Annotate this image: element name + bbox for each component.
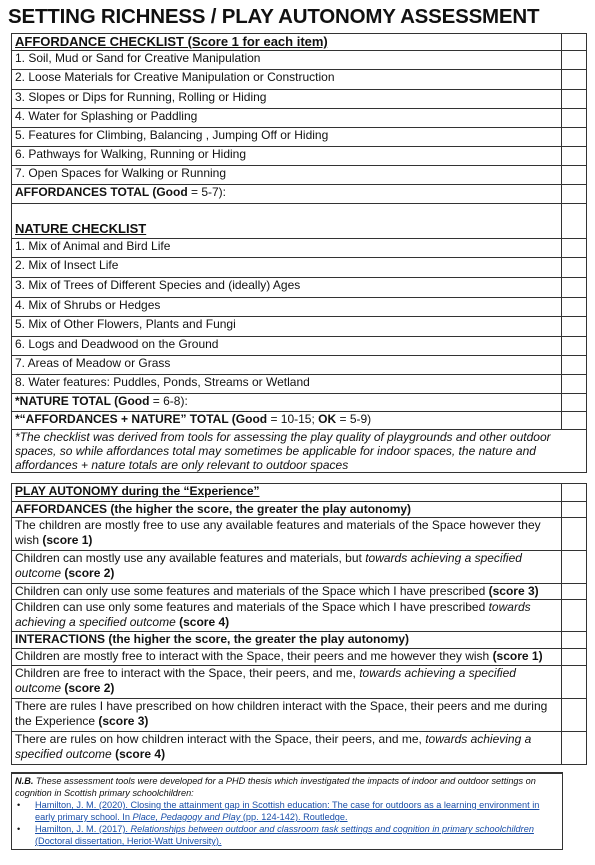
nature-item: 8. Water features: Puddles, Ponds, Streams or Wetland [12,375,562,394]
score-cell[interactable] [562,70,587,90]
affordance-item: 7. Open Spaces for Walking or Running [12,166,562,185]
autonomy-option: Children can mostly use any available features and materials, but towards achieving a specified outcome (score 2) [12,551,562,584]
page-title: SETTING RICHNESS / PLAY AUTONOMY ASSESSMENT [8,5,540,28]
affordance-heading: AFFORDANCE CHECKLIST (Score 1 for each item) [12,34,562,51]
score-cell[interactable] [562,551,587,584]
nature-item: 2. Mix of Insect Life [12,258,562,278]
reference-link[interactable]: Hamilton, J. M. (2017). Relationships between outdoor and classroom task settings and cognition in primary schoolchildren (Doctoral dissertation, Heriot-Watt University). [35,824,534,846]
affordance-nature-table [11,33,587,473]
score-cell[interactable] [562,51,587,70]
interaction-option: Children are free to interact with the Space, their peers, and me, towards achieving a specified outcome (score 2) [12,666,562,699]
checklist-note: *The checklist was derived from tools for assessing the play quality of playgrounds and other outdoor spaces, so while affordances total may sometimes be applicable for indoor spaces, the nature and affordances + nature totals are only relevant to outdoor spaces [12,430,587,473]
affordance-item: 2. Loose Materials for Creative Manipulation or Construction [12,70,562,90]
score-cell[interactable] [562,649,587,666]
score-cell[interactable] [562,518,587,551]
nb-note: N.B. These assessment tools were developed for a PHD thesis which investigated the impacts of indoor and outdoor settings on cognition in Scottish primary schoolchildren: [15,776,536,798]
score-cell[interactable] [562,239,587,258]
reference-item [25,799,559,823]
score-cell[interactable] [562,298,587,317]
score-cell[interactable] [562,375,587,394]
autonomy-option: Children can only use some features and materials of the Space which I have prescribed (score 3) [12,584,562,600]
score-cell[interactable] [562,666,587,699]
score-cell[interactable] [562,128,587,147]
score-cell[interactable] [562,699,587,732]
nature-total-label: *NATURE TOTAL (Good = 6-8): [12,394,562,412]
score-cell[interactable] [562,337,587,356]
autonomy-option: The children are mostly free to use any available features and materials of the Space however they wish (score 1) [12,518,562,551]
affordance-item: 1. Soil, Mud or Sand for Creative Manipulation [12,51,562,70]
nature-item: 1. Mix of Animal and Bird Life [12,239,562,258]
references-note [11,772,563,850]
score-cell[interactable] [562,258,587,278]
reference-list [15,799,559,847]
score-cell[interactable] [562,90,587,109]
autonomy-option: Children can use only some features and materials of the Space which I have prescribed towards achieving a specified outcome (score 4) [12,600,562,632]
score-cell[interactable] [562,109,587,128]
reference-link[interactable]: Hamilton, J. M. (2020). Closing the attainment gap in Scottish education: The case for outdoors as a learning environment in early primary school. In Place, Pedagogy and Play (pp. 124-142). Routledge. [35,800,540,822]
affordances-autonomy-heading: AFFORDANCES (the higher the score, the greater the play autonomy) [12,502,562,518]
nature-item: 7. Areas of Meadow or Grass [12,356,562,375]
affordance-heading-score-cell [562,34,587,51]
interaction-option: There are rules I have prescribed on how children interact with the Space, their peers and me during the Experience (score 3) [12,699,562,732]
score-cell[interactable] [562,278,587,298]
score-cell[interactable] [562,147,587,166]
nature-total-cell[interactable] [562,394,587,412]
score-cell[interactable] [562,584,587,600]
affordances-total-cell[interactable] [562,185,587,204]
score-cell[interactable] [562,166,587,185]
spacer [12,204,562,221]
interactions-autonomy-heading: INTERACTIONS (the higher the score, the greater the play autonomy) [12,632,562,649]
interaction-option: Children are mostly free to interact with the Space, their peers and me however they wish (score 1) [12,649,562,666]
nature-item: 3. Mix of Trees of Different Species and (ideally) Ages [12,278,562,298]
affordance-item: 3. Slopes or Dips for Running, Rolling or Hiding [12,90,562,109]
play-autonomy-heading: PLAY AUTONOMY during the “Experience” [12,484,562,502]
reference-item [25,823,559,847]
combined-total-label: *“AFFORDANCES + NATURE” TOTAL (Good = 10-15; OK = 5-9) [12,412,562,430]
affordance-item: 4. Water for Splashing or Paddling [12,109,562,128]
nature-heading: NATURE CHECKLIST [12,221,562,239]
score-cell[interactable] [562,317,587,337]
play-autonomy-table [11,483,587,765]
nature-item: 5. Mix of Other Flowers, Plants and Fungi [12,317,562,337]
interaction-option: There are rules on how children interact with the Space, their peers, and me, towards achieving a specified outcome (score 4) [12,732,562,765]
nature-item: 4. Mix of Shrubs or Hedges [12,298,562,317]
score-cell[interactable] [562,356,587,375]
affordance-item: 5. Features for Climbing, Balancing , Jumping Off or Hiding [12,128,562,147]
affordances-total-label: AFFORDANCES TOTAL (Good = 5-7): [12,185,562,204]
score-cell[interactable] [562,732,587,765]
combined-total-cell[interactable] [562,412,587,430]
nature-item: 6. Logs and Deadwood on the Ground [12,337,562,356]
score-cell[interactable] [562,600,587,632]
affordance-item: 6. Pathways for Walking, Running or Hiding [12,147,562,166]
